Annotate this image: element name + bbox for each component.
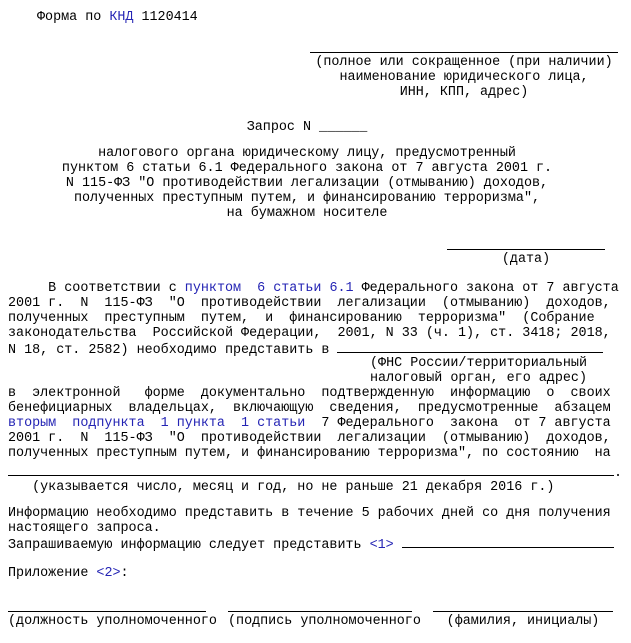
fns-note	[345, 356, 612, 386]
form-code-number: 1120414	[133, 10, 198, 25]
recipient-block	[310, 52, 618, 100]
fns-note-line: налоговый орган, его адрес)	[370, 371, 587, 386]
paragraph-1	[8, 281, 619, 358]
para3-line3-gap	[394, 538, 402, 553]
para2-line1: в электронной форме документально подтвержденную информацию о своих	[8, 386, 611, 401]
as-of-date-blank-line	[8, 464, 614, 476]
para1-line1-pre: В соответствии с	[8, 281, 185, 296]
paragraph-2	[8, 386, 611, 461]
fns-note-line: (ФНС России/территориальный	[370, 356, 587, 371]
signature-sign-label: (подпись уполномоченного	[228, 614, 421, 629]
paragraph-3	[8, 506, 614, 553]
knd-link[interactable]: КНД	[109, 10, 134, 25]
request-title: Запрос N ______	[246, 120, 368, 135]
attachment-suffix: :	[120, 566, 129, 581]
para3-line3	[8, 536, 614, 553]
para1-line4: законодательства Российской Федерации, 2001, N 33 (ч. 1), ст. 3418; 2018,	[8, 326, 611, 341]
subtitle-line: пунктом 6 статьи 6.1 Федерального закона от 7 августа 2001 г.	[61, 161, 553, 176]
recipient-line: ИНН, КПП, адрес)	[399, 85, 529, 100]
subtitle-line: налогового органа юридическому лицу, предусмотренный	[98, 146, 516, 161]
attachment-row	[8, 566, 129, 581]
period: .	[614, 466, 623, 481]
authority-blank-line	[337, 341, 603, 353]
recipient-line: наименование юридического лица,	[339, 70, 589, 85]
para1-line2: 2001 г. N 115-ФЗ "О противодействии легализации (отмыванию) доходов,	[8, 296, 611, 311]
date-caption: (дата)	[501, 252, 551, 267]
signature-sign-field	[228, 611, 421, 629]
form-code-prefix: Форма по	[37, 10, 110, 25]
footnote-2-link[interactable]: <2>	[96, 566, 121, 581]
para2-line2: бенефициарных владельцах, включающую сведения, предусмотренные абзацем	[8, 401, 611, 416]
date-field	[447, 249, 605, 267]
subtitle-line: полученных преступным путем, и финансированию терроризма",	[73, 191, 541, 206]
subtitle-line: N 115-ФЗ "О противодействии легализации (отмыванию) доходов,	[65, 176, 549, 191]
para2-line3-post: 7 Федерального закона от 7 августа	[305, 416, 611, 431]
para2-line4: 2001 г. N 115-ФЗ "О противодействии легализации (отмыванию) доходов,	[8, 431, 611, 446]
law-subpoint-link[interactable]: вторым подпункта 1 пункта 1 статьи	[8, 416, 306, 431]
subtitle-line: на бумажном носителе	[226, 206, 388, 221]
para3-line2: настоящего запроса.	[8, 521, 161, 536]
para1-line5-text: N 18, ст. 2582) необходимо представить в	[8, 343, 338, 358]
para2-line5: полученных преступным путем, и финансированию терроризма", по состоянию на	[8, 446, 611, 461]
para1-line1-post: Федерального закона от 7 августа	[353, 281, 619, 296]
para2-line3	[8, 416, 611, 431]
para1-line1	[8, 281, 619, 296]
submission-method-blank-line	[402, 536, 614, 548]
recipient-line: (полное или сокращенное (при наличии)	[315, 55, 613, 70]
signature-name-label: (фамилия, инициалы)	[446, 614, 600, 629]
signature-position-label: (должность уполномоченного	[8, 614, 217, 629]
para1-line3: полученных преступным путем, и финансированию терроризма" (Собрание	[8, 311, 595, 326]
law-point-link[interactable]: пунктом 6 статьи 6.1	[184, 281, 354, 296]
request-subtitle	[0, 146, 614, 221]
as-of-date-blank-row	[8, 464, 622, 481]
signature-name-field	[433, 611, 613, 629]
form-code	[37, 10, 198, 25]
date-note: (указывается число, месяц и год, но не раньше 21 декабря 2016 г.)	[8, 480, 555, 495]
signature-position-field	[8, 611, 217, 629]
para3-line3-pre: Запрашиваемую информацию следует представить	[8, 538, 370, 553]
para3-line1: Информацию необходимо представить в течение 5 рабочих дней со дня получения	[8, 506, 611, 521]
attachment-prefix: Приложение	[8, 566, 97, 581]
footnote-1-link[interactable]: <1>	[369, 538, 394, 553]
